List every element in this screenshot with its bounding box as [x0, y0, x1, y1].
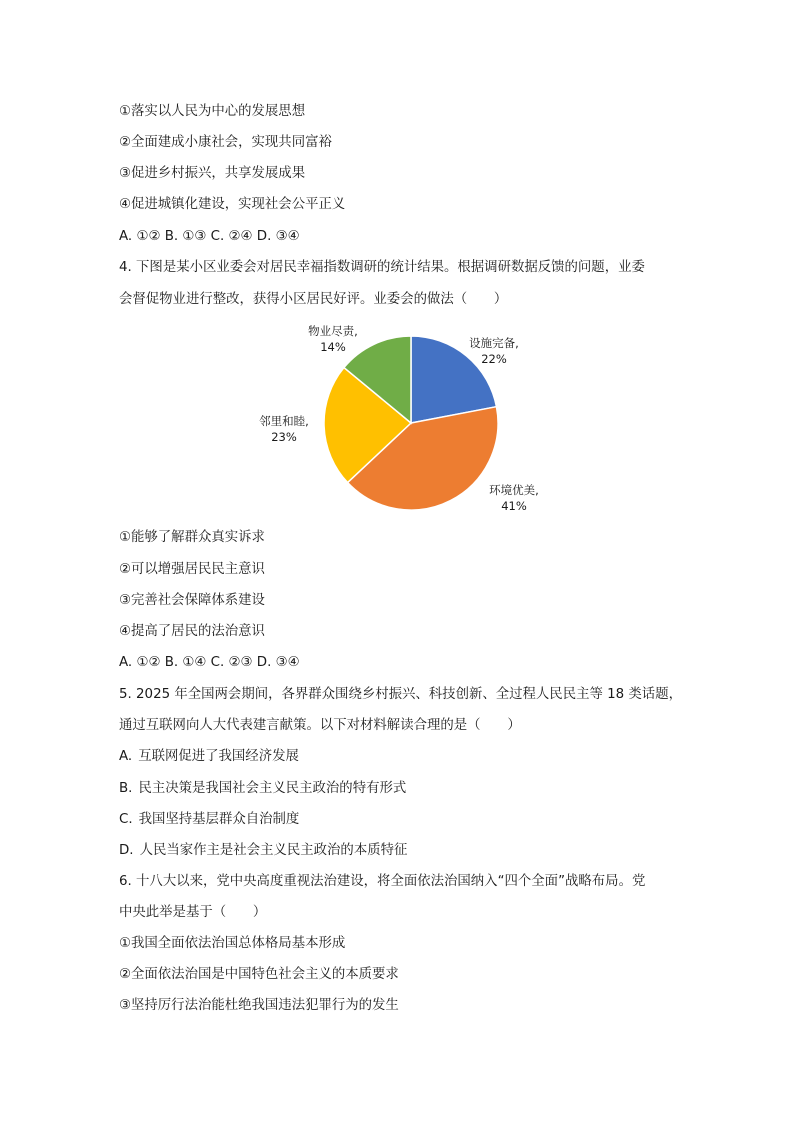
q5-option-a: [119, 748, 299, 766]
pie-chart: [240, 320, 570, 520]
q3-statement-4: ④促进城镇化建设，实现社会公平正义: [119, 197, 346, 212]
q4-statement-4: ④提高了居民的法治意识: [119, 624, 265, 639]
slice-label: 设施完备,: [469, 336, 519, 350]
q4-statement-3: ③完善社会保障体系建设: [119, 593, 265, 608]
option-letter: B.: [119, 781, 133, 796]
option-letter: C.: [119, 812, 133, 827]
q6-statement-2: ②全面依法治国是中国特色社会主义的本质要求: [119, 967, 399, 982]
slice-label: 环境优美,: [489, 483, 539, 497]
option-text: 我国坚持基层群众自治制度: [138, 812, 300, 827]
q4-stem-line-1: 4. 下图是某小区业委会对居民幸福指数调研的统计结果。根据调研数据反馈的问题，业委: [119, 260, 645, 275]
q3-statement-1: ①落实以人民为中心的发展思想: [119, 104, 306, 119]
q5-stem-line-2: 通过互联网向人大代表建言献策。以下对材料解读合理的是（ ）: [119, 718, 521, 733]
q3-statement-3: ③促进乡村振兴，共享发展成果: [119, 166, 306, 181]
q4-options: A. ①② B. ①④ C. ②③ D. ③④: [119, 655, 300, 670]
q6-stem-line-1: 6. 十八大以来，党中央高度重视法治建设，将全面依法治国纳入“四个全面”战略布局。党: [119, 874, 646, 889]
slice-value-label: 41%: [501, 499, 527, 513]
option-text: 互联网促进了我国经济发展: [138, 749, 299, 764]
q6-statement-3: ③坚持厉行法治能杜绝我国违法犯罪行为的发生: [119, 998, 399, 1013]
q4-statement-2: ②可以增强居民民主意识: [119, 562, 265, 577]
slice-label: 邻里和睦,: [259, 414, 309, 428]
q3-options: A. ①② B. ①③ C. ②④ D. ③④: [119, 229, 300, 244]
q5-option-b: [119, 780, 406, 798]
option-letter: A.: [119, 749, 133, 764]
option-letter: D.: [119, 843, 134, 858]
q5-option-c: [119, 811, 299, 829]
option-text: 民主决策是我国社会主义民主政治的特有形式: [138, 781, 407, 796]
q5-option-d: [119, 842, 407, 860]
slice-label: 物业尽责,: [308, 324, 358, 338]
option-text: 人民当家作主是社会主义民主政治的本质特征: [139, 843, 408, 858]
slice-value-label: 14%: [320, 340, 346, 354]
q5-stem-line-1: 5. 2025 年全国两会期间，各界群众围绕乡村振兴、科技创新、全过程人民民主等 18 类话题，: [119, 687, 682, 702]
q4-stem-line-2: 会督促物业进行整改，获得小区居民好评。业委会的做法（ ）: [119, 292, 508, 307]
q4-statement-1: ①能够了解群众真实诉求: [119, 530, 265, 545]
q6-stem-line-2: 中央此举是基于（ ）: [119, 905, 267, 920]
slice-value-label: 23%: [271, 430, 297, 444]
slice-value-label: 22%: [481, 352, 507, 366]
q3-statement-2: ②全面建成小康社会，实现共同富裕: [119, 135, 332, 150]
q6-statement-1: ①我国全面依法治国总体格局基本形成: [119, 936, 346, 951]
